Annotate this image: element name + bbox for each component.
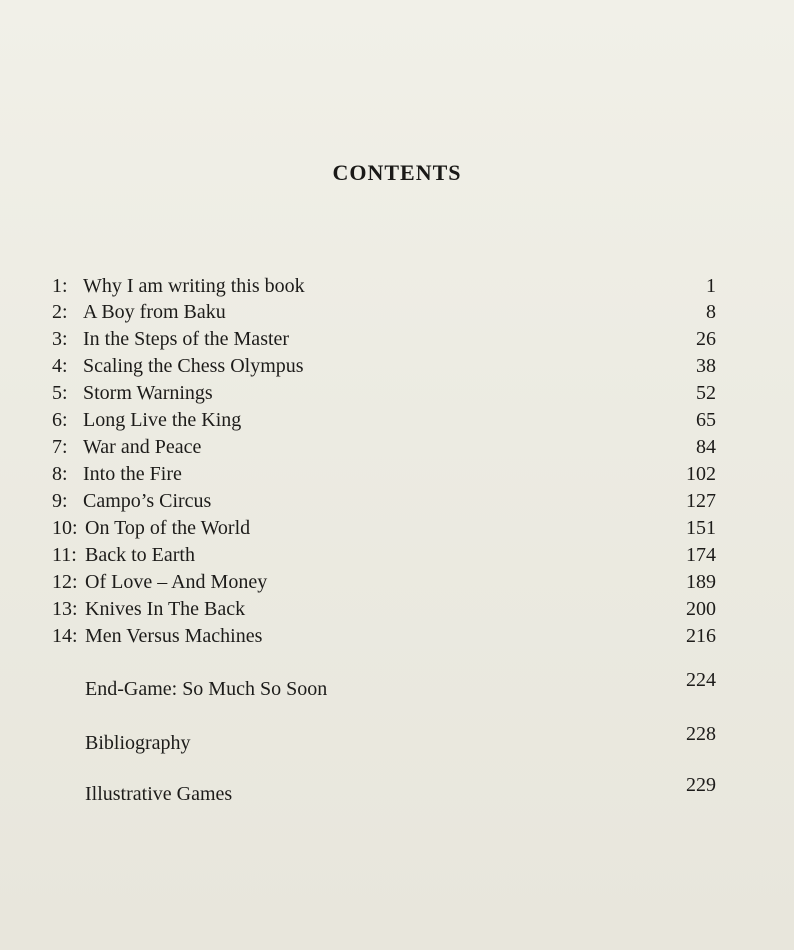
section-title: End-Game: So Much So Soon xyxy=(85,678,328,700)
chapter-number: 8: xyxy=(52,463,68,485)
toc-back-matter-entry xyxy=(52,669,716,703)
chapter-title: Men Versus Machines xyxy=(85,625,263,647)
page-number: 189 xyxy=(686,571,716,593)
section-title: Illustrative Games xyxy=(85,783,233,805)
toc-entry xyxy=(52,326,716,353)
chapter-number: 5: xyxy=(52,382,68,404)
chapter-title: Of Love – And Money xyxy=(85,571,268,593)
chapter-title: Scaling the Chess Olympus xyxy=(83,355,304,377)
chapter-number: 10: xyxy=(52,517,78,539)
page-number: 151 xyxy=(686,517,716,539)
page-number: 216 xyxy=(686,625,716,647)
toc-entry xyxy=(52,515,716,542)
section-title: Bibliography xyxy=(85,732,191,754)
chapter-title: Into the Fire xyxy=(83,463,182,485)
toc-entry xyxy=(52,569,716,596)
toc-entry xyxy=(52,353,716,380)
chapter-title: Why I am writing this book xyxy=(83,275,305,297)
chapter-title: In the Steps of the Master xyxy=(83,328,290,350)
toc-back-matter-entry xyxy=(52,774,716,808)
chapter-title: Long Live the King xyxy=(83,409,242,431)
page-number: 52 xyxy=(696,382,716,404)
page-number: 26 xyxy=(696,328,716,350)
page-number: 38 xyxy=(696,355,716,377)
toc-entry xyxy=(52,623,716,650)
toc-entry xyxy=(52,461,716,488)
chapter-number: 3: xyxy=(52,328,68,350)
chapter-number: 1: xyxy=(52,275,68,297)
page-title: CONTENTS xyxy=(332,160,462,185)
page-number: 229 xyxy=(686,774,716,796)
chapter-title: Storm Warnings xyxy=(83,382,213,404)
chapter-number: 2: xyxy=(52,301,68,323)
page-number: 8 xyxy=(706,301,716,323)
toc-entry xyxy=(52,596,716,623)
chapter-title: War and Peace xyxy=(83,436,202,458)
toc-entry xyxy=(52,380,716,407)
toc-entry xyxy=(52,299,716,326)
page-number: 127 xyxy=(686,490,716,512)
page-number: 84 xyxy=(696,436,716,458)
page-number: 1 xyxy=(706,275,716,297)
page-number: 65 xyxy=(696,409,716,431)
chapter-number: 4: xyxy=(52,355,68,377)
chapter-number: 7: xyxy=(52,436,68,458)
toc-entry xyxy=(52,407,716,434)
chapter-title: Back to Earth xyxy=(85,544,195,566)
chapter-number: 11: xyxy=(52,544,77,566)
page-number: 224 xyxy=(686,669,716,691)
chapter-number: 14: xyxy=(52,625,78,647)
chapter-number: 13: xyxy=(52,598,78,620)
chapter-title: A Boy from Baku xyxy=(83,301,226,323)
toc-entry xyxy=(52,542,716,569)
chapter-title: Campo’s Circus xyxy=(83,490,212,512)
page-number: 228 xyxy=(686,723,716,745)
toc-entry xyxy=(52,488,716,515)
toc-back-matter-entry xyxy=(52,723,716,757)
toc-entry xyxy=(52,273,716,300)
chapter-number: 9: xyxy=(52,490,68,512)
chapter-number: 6: xyxy=(52,409,68,431)
chapter-title: On Top of the World xyxy=(85,517,251,539)
chapter-title: Knives In The Back xyxy=(85,598,246,620)
chapter-number: 12: xyxy=(52,571,78,593)
page-number: 200 xyxy=(686,598,716,620)
page-number: 102 xyxy=(686,463,716,485)
toc-entry xyxy=(52,434,716,461)
page-number: 174 xyxy=(686,544,716,566)
